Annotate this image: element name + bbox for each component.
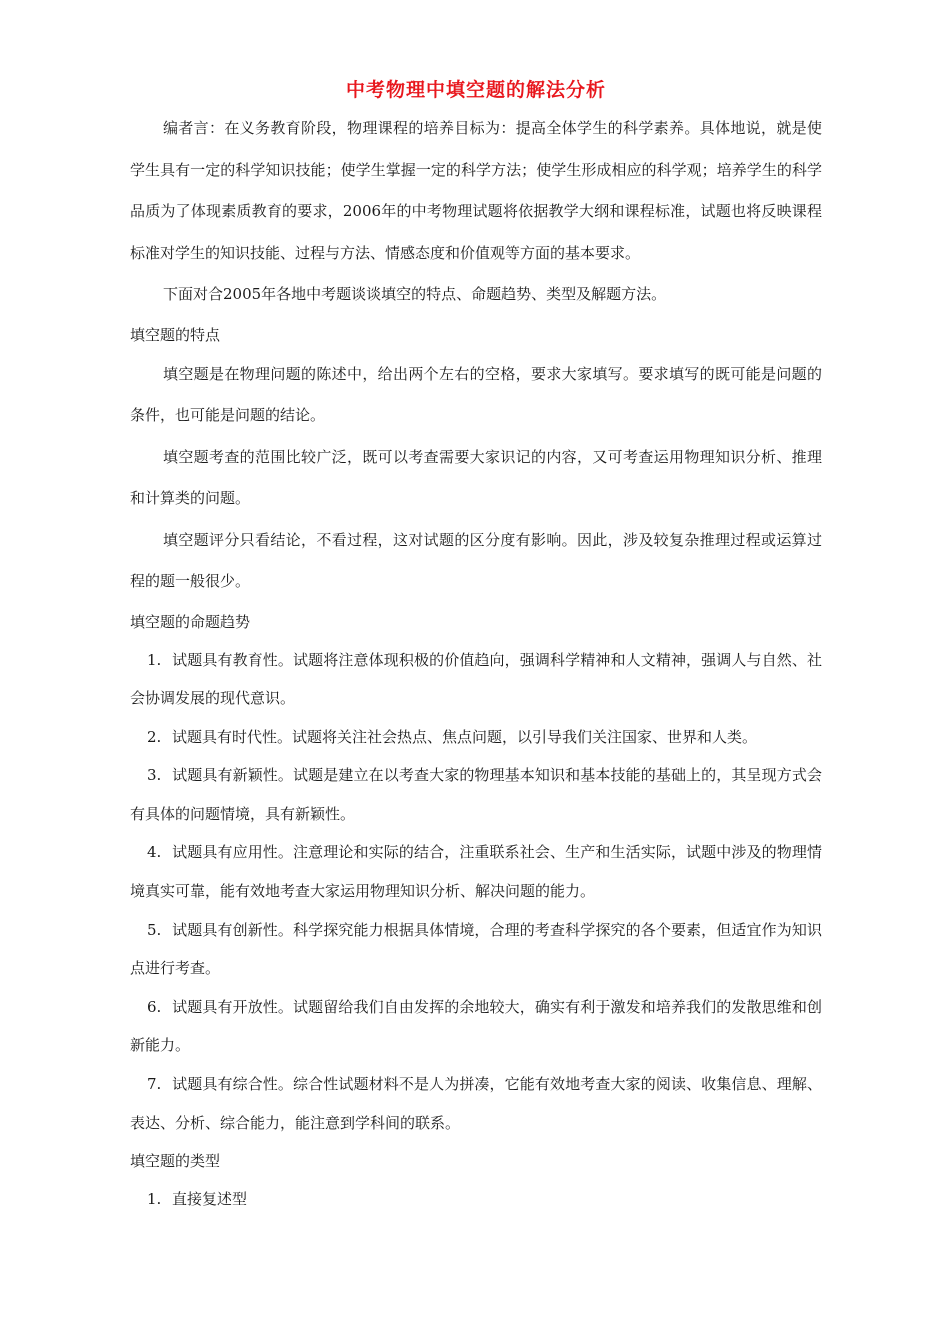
features-paragraph-3: 填空题评分只看结论，不看过程，这对试题的区分度有影响。因此，涉及较复杂推理过程或运算过程的题一般很少。 — [130, 530, 822, 590]
trend-item-text: 试题具有创新性。科学探究能力根据具体情境，合理的考查科学探究的各个要素，但适宜作为知识点进行考查。 — [130, 920, 822, 978]
section-heading-trends: 填空题的命题趋势 — [130, 612, 251, 631]
trend-item-2 — [130, 718, 822, 757]
document-page — [130, 72, 822, 1219]
trend-item-4 — [130, 833, 822, 910]
page-title: 中考物理中填空题的解法分析 — [345, 79, 606, 101]
trend-item-number: 4. — [147, 843, 162, 862]
trend-item-6 — [130, 988, 822, 1065]
trend-item-number: 3. — [147, 766, 162, 785]
trend-item-number: 1. — [147, 650, 162, 669]
type-item-1 — [130, 1180, 822, 1219]
intro-paragraph: 编者言：在义务教育阶段，物理课程的培养目标为：提高全体学生的科学素养。具体地说，就是使学生具有一定的科学知识技能；使学生掌握一定的科学方法；使学生形成相应的科学观；培养学生的科学品质为了体现素质教育的要求，2006年的中考物理试题将依据教学大纲和课程标准，试题也将反映课程标准对学生的知识技能、过程与方法、情感态度和价值观等方面的基本要求。 — [130, 119, 822, 262]
features-paragraph-2: 填空题考查的范围比较广泛，既可以考查需要大家识记的内容，又可考查运用物理知识分析、推理和计算类的问题。 — [130, 447, 822, 507]
trend-item-1 — [130, 641, 822, 718]
trend-item-number: 6. — [147, 997, 162, 1016]
trend-item-3 — [130, 756, 822, 833]
trend-item-text: 试题具有时代性。试题将关注社会热点、焦点问题，以引导我们关注国家、世界和人类。 — [172, 727, 758, 746]
trend-item-text: 试题具有新颖性。试题是建立在以考查大家的物理基本知识和基本技能的基础上的，其呈现方式会有具体的问题情境，具有新颖性。 — [130, 766, 822, 823]
overview-paragraph: 下面对合2005年各地中考题谈谈填空的特点、命题趋势、类型及解题方法。 — [163, 285, 667, 303]
trend-item-number: 5. — [147, 920, 162, 939]
trend-item-number: 2. — [147, 727, 162, 746]
trend-item-number: 7. — [147, 1075, 162, 1094]
trend-item-text: 试题具有综合性。综合性试题材料不是人为拼凑，它能有效地考查大家的阅读、收集信息、理解、表达、分析、综合能力，能注意到学科间的联系。 — [130, 1075, 822, 1132]
trend-item-text: 试题具有应用性。注意理论和实际的结合，注重联系社会、生产和生活实际，试题中涉及的物理情境真实可靠，能有效地考查大家运用物理知识分析、解决问题的能力。 — [130, 843, 822, 901]
type-item-text: 直接复述型 — [172, 1190, 248, 1209]
section-heading-features: 填空题的特点 — [130, 325, 221, 344]
features-paragraph-1: 填空题是在物理问题的陈述中，给出两个左右的空格，要求大家填写。要求填写的既可能是问题的条件，也可能是问题的结论。 — [130, 364, 822, 424]
type-item-number: 1. — [147, 1190, 162, 1209]
section-heading-types: 填空题的类型 — [130, 1152, 221, 1171]
trend-item-7 — [130, 1065, 822, 1142]
trend-item-5 — [130, 911, 822, 988]
trend-item-text: 试题具有开放性。试题留给我们自由发挥的余地较大，确实有利于激发和培养我们的发散思维和创新能力。 — [130, 997, 822, 1055]
trend-item-text: 试题具有教育性。试题将注意体现积极的价值趋向，强调科学精神和人文精神，强调人与自然、社会协调发展的现代意识。 — [130, 650, 822, 708]
